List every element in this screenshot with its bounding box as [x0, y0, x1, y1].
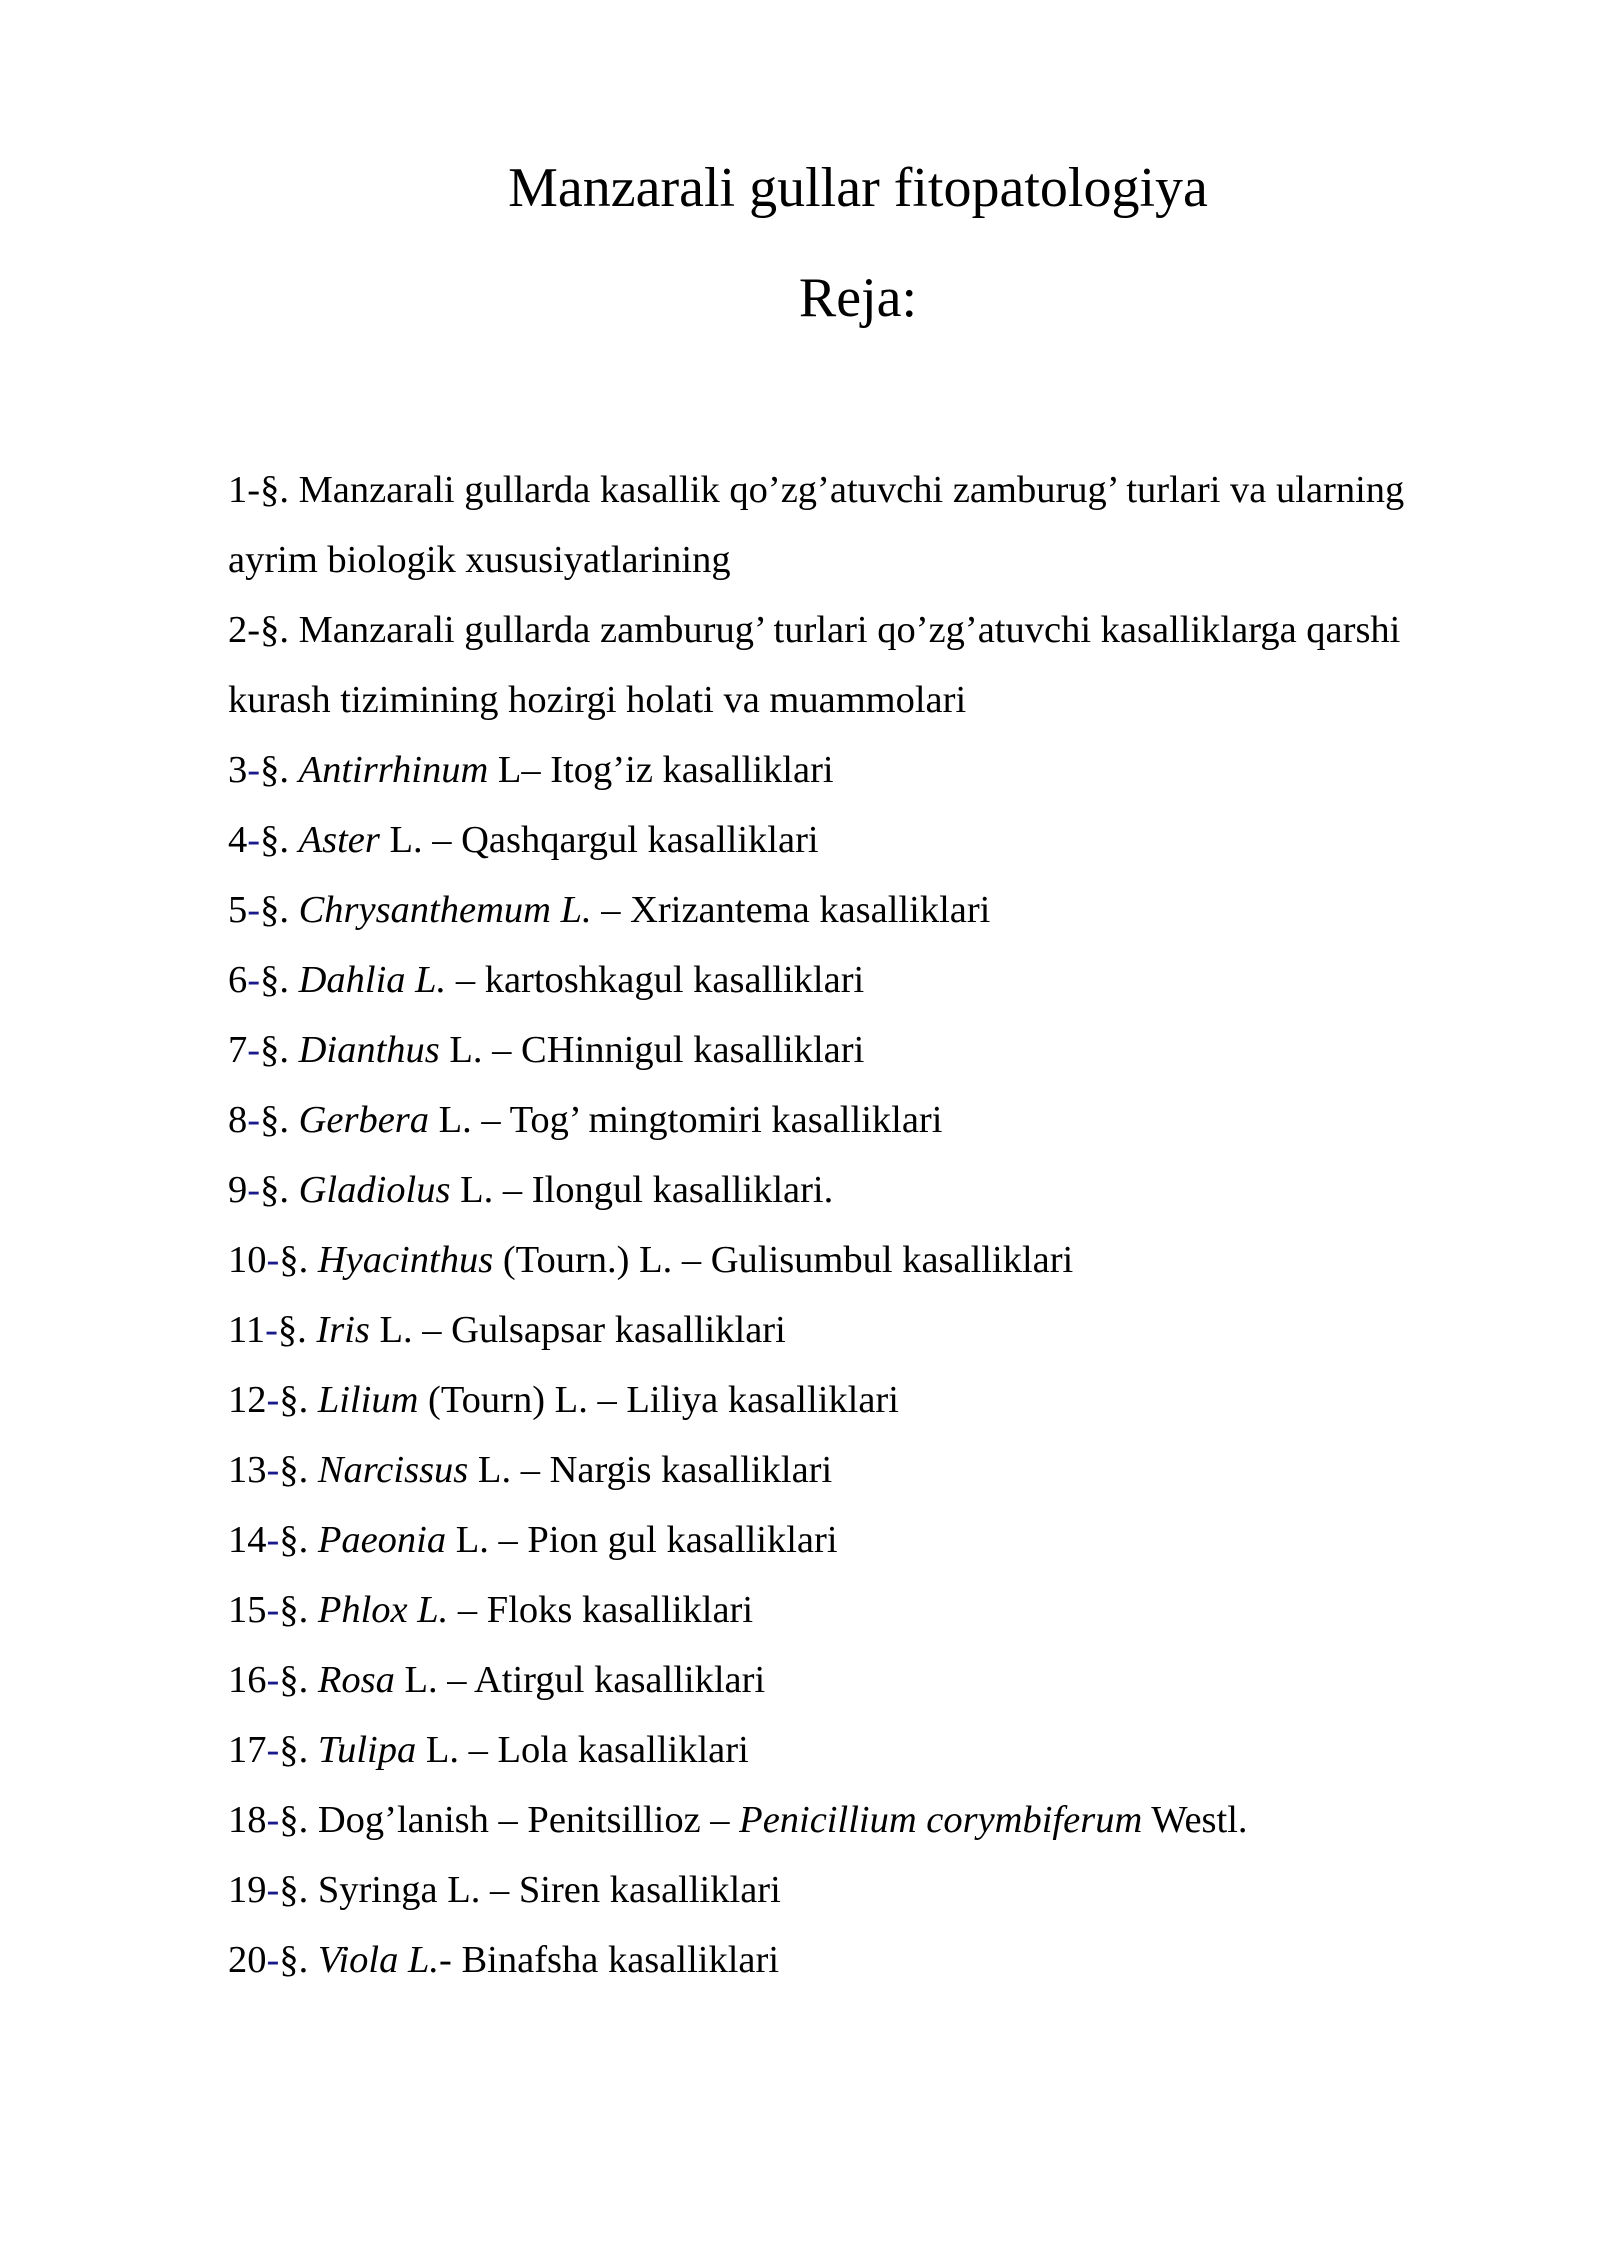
plan-item-text: (Tourn) L. – Liliya kasalliklari	[418, 1379, 899, 1421]
plan-item-latin-name: Chrysanthemum L.	[298, 889, 592, 931]
plan-item-dash: -	[266, 1519, 280, 1561]
plan-item-text: – Floks kasalliklari	[448, 1589, 754, 1631]
plan-item-text	[289, 889, 299, 931]
plan-item-text	[289, 819, 299, 861]
plan-item	[228, 1365, 1478, 1435]
plan-item-text: L– Itog’iz kasalliklari	[488, 749, 834, 791]
plan-item-dash: -	[247, 819, 261, 861]
plan-list	[228, 455, 1478, 1995]
plan-item	[228, 595, 1478, 735]
plan-item-number: 20	[228, 1939, 267, 1981]
plan-item-dash: -	[247, 1029, 261, 1071]
plan-item-text: L. – CHinnigul kasalliklari	[439, 1029, 865, 1071]
plan-item-number: 19	[228, 1869, 267, 1911]
plan-item-text	[308, 1239, 318, 1281]
plan-item-dash: -	[247, 959, 261, 1001]
plan-item-number: 15	[228, 1589, 267, 1631]
plan-item-number: 2	[228, 609, 248, 651]
plan-item-text: L. – Qashqargul kasalliklari	[379, 819, 819, 861]
plan-item-text: L. – Atirgul kasalliklari	[394, 1659, 766, 1701]
plan-item-latin-name: Viola L.	[317, 1939, 440, 1981]
plan-item-text	[289, 1169, 299, 1211]
plan-item-text: Dog’lanish – Penitsillioz –	[308, 1799, 740, 1841]
plan-item-dash: -	[266, 1659, 280, 1701]
plan-item-text: L. – Nargis kasalliklari	[468, 1449, 833, 1491]
plan-item-section-mark: §.	[279, 1799, 309, 1841]
plan-item	[228, 1925, 1478, 1995]
plan-item-number: 8	[228, 1099, 248, 1141]
plan-item-section-mark: §.	[279, 1449, 309, 1491]
plan-item-dash: -	[247, 609, 261, 651]
plan-item-latin-name: Hyacinthus	[317, 1239, 494, 1281]
plan-item	[228, 735, 1478, 805]
plan-item-text: – Xrizantema kasalliklari	[591, 889, 991, 931]
plan-item-text: L. – Pion gul kasalliklari	[446, 1519, 838, 1561]
plan-item-latin-name: Lilium	[317, 1379, 419, 1421]
plan-item-text: L. – Tog’ mingtomiri kasalliklari	[429, 1099, 943, 1141]
plan-item-latin-name: Antirrhinum	[298, 749, 489, 791]
plan-item-dash: -	[265, 1309, 278, 1351]
plan-item-number: 16	[228, 1659, 267, 1701]
plan-item	[228, 1085, 1478, 1155]
plan-item-section-mark: §.	[279, 1659, 309, 1701]
plan-item-number: 10	[228, 1239, 267, 1281]
plan-item-section-mark: §.	[279, 1239, 309, 1281]
plan-item-dash: -	[247, 1099, 261, 1141]
plan-item	[228, 1855, 1478, 1925]
plan-item-section-mark: §.	[260, 469, 289, 511]
plan-item-section-mark: §.	[279, 1869, 309, 1911]
plan-item-dash: -	[266, 1589, 280, 1631]
document-title: Manzarali gullar fitopatologiya	[508, 157, 1208, 219]
plan-item	[228, 945, 1478, 1015]
plan-item-latin-name: Phlox L.	[317, 1589, 449, 1631]
plan-item-section-mark: §.	[279, 1379, 309, 1421]
plan-item	[228, 1785, 1478, 1855]
plan-item-number: 1	[228, 469, 248, 511]
plan-item	[228, 1295, 1478, 1365]
plan-item	[228, 1015, 1478, 1085]
plan-item-dash: -	[266, 1869, 280, 1911]
plan-item-section-mark: §.	[260, 749, 289, 791]
plan-item-text	[308, 1379, 318, 1421]
plan-item-text: Manzarali gullarda kasallik qo’zg’atuvchi zamburug’ turlari va ularning ayrim biologik xususiyatlarining	[228, 469, 1405, 581]
plan-item-section-mark: §.	[260, 1169, 289, 1211]
plan-item	[228, 1575, 1478, 1645]
plan-item-latin-name: Gladiolus	[298, 1169, 451, 1211]
plan-item-text: Westl.	[1142, 1799, 1248, 1841]
plan-item-number: 14	[228, 1519, 267, 1561]
plan-item-section-mark: §.	[260, 819, 289, 861]
plan-item-latin-name: Penicillium corymbiferum	[739, 1799, 1143, 1841]
plan-item	[228, 1505, 1478, 1575]
plan-item	[228, 875, 1478, 945]
plan-item-dash: -	[247, 1169, 261, 1211]
plan-item	[228, 805, 1478, 875]
plan-item-section-mark: §.	[260, 1099, 289, 1141]
plan-item-number: 12	[228, 1379, 267, 1421]
plan-item-section-mark: §.	[279, 1729, 309, 1771]
plan-item-number: 7	[228, 1029, 248, 1071]
plan-item-number: 3	[228, 749, 248, 791]
plan-item-text	[308, 1939, 318, 1981]
plan-item-number: 9	[228, 1169, 248, 1211]
plan-item-text: Manzarali gullarda zamburug’ turlari qo’zg’atuvchi kasalliklarga qarshi kurash tizimining hozirgi holati va muammolari	[228, 609, 1401, 721]
plan-item-section-mark: §.	[277, 1309, 307, 1351]
plan-item-section-mark: §.	[260, 609, 289, 651]
plan-item	[228, 1645, 1478, 1715]
plan-item-text	[289, 1029, 299, 1071]
plan-item-text: - Binafsha kasalliklari	[439, 1939, 780, 1981]
plan-item-section-mark: §.	[260, 1029, 289, 1071]
plan-item-text	[308, 1659, 318, 1701]
plan-item-text	[307, 1309, 317, 1351]
plan-item-dash: -	[266, 1799, 280, 1841]
plan-item-number: 5	[228, 889, 248, 931]
plan-item-dash: -	[247, 749, 261, 791]
plan-item-latin-name: Narcissus	[317, 1449, 469, 1491]
plan-item-number: 6	[228, 959, 248, 1001]
plan-item	[228, 1435, 1478, 1505]
plan-item-section-mark: §.	[279, 1589, 309, 1631]
plan-item-text	[289, 1099, 299, 1141]
plan-item-latin-name: Rosa	[317, 1659, 395, 1701]
plan-item	[228, 1715, 1478, 1785]
plan-item-text: (Tourn.) L. – Gulisumbul kasalliklari	[493, 1239, 1074, 1281]
plan-item-dash: -	[266, 1449, 280, 1491]
plan-item-text: L. – Ilongul kasalliklari.	[450, 1169, 834, 1211]
plan-item-latin-name: Dahlia L.	[298, 959, 447, 1001]
plan-item-number: 18	[228, 1799, 267, 1841]
plan-item-section-mark: §.	[279, 1519, 309, 1561]
plan-item-text	[308, 1449, 318, 1491]
plan-item-text	[308, 1589, 318, 1631]
plan-item-number: 17	[228, 1729, 267, 1771]
plan-item-latin-name: Tulipa	[317, 1729, 417, 1771]
plan-item-text: Syringa L. – Siren kasalliklari	[308, 1869, 781, 1911]
plan-item-text: L. – Lola kasalliklari	[416, 1729, 749, 1771]
plan-item	[228, 455, 1478, 595]
plan-item-number: 4	[228, 819, 248, 861]
plan-item-dash: -	[266, 1729, 280, 1771]
plan-item-latin-name: Aster	[298, 819, 380, 861]
plan-item-text	[308, 1729, 318, 1771]
plan-heading: Reja:	[798, 267, 918, 329]
plan-item-number: 13	[228, 1449, 267, 1491]
plan-item-text	[289, 749, 299, 791]
plan-item-text	[289, 959, 299, 1001]
plan-item-section-mark: §.	[260, 889, 289, 931]
plan-item-latin-name: Dianthus	[298, 1029, 440, 1071]
plan-item-dash: -	[247, 469, 261, 511]
plan-item-latin-name: Iris	[316, 1309, 370, 1351]
plan-item-section-mark: §.	[279, 1939, 309, 1981]
plan-item	[228, 1155, 1478, 1225]
plan-item-text: – kartoshkagul kasalliklari	[446, 959, 865, 1001]
plan-item-latin-name: Gerbera	[298, 1099, 430, 1141]
plan-item-dash: -	[266, 1939, 280, 1981]
plan-item-number: 11	[228, 1309, 266, 1351]
plan-item	[228, 1225, 1478, 1295]
plan-item-dash: -	[247, 889, 261, 931]
plan-item-text: L. – Gulsapsar kasalliklari	[369, 1309, 786, 1351]
plan-item-dash: -	[266, 1379, 280, 1421]
plan-item-dash: -	[266, 1239, 280, 1281]
plan-item-latin-name: Paeonia	[317, 1519, 447, 1561]
plan-item-section-mark: §.	[260, 959, 289, 1001]
plan-item-text	[308, 1519, 318, 1561]
